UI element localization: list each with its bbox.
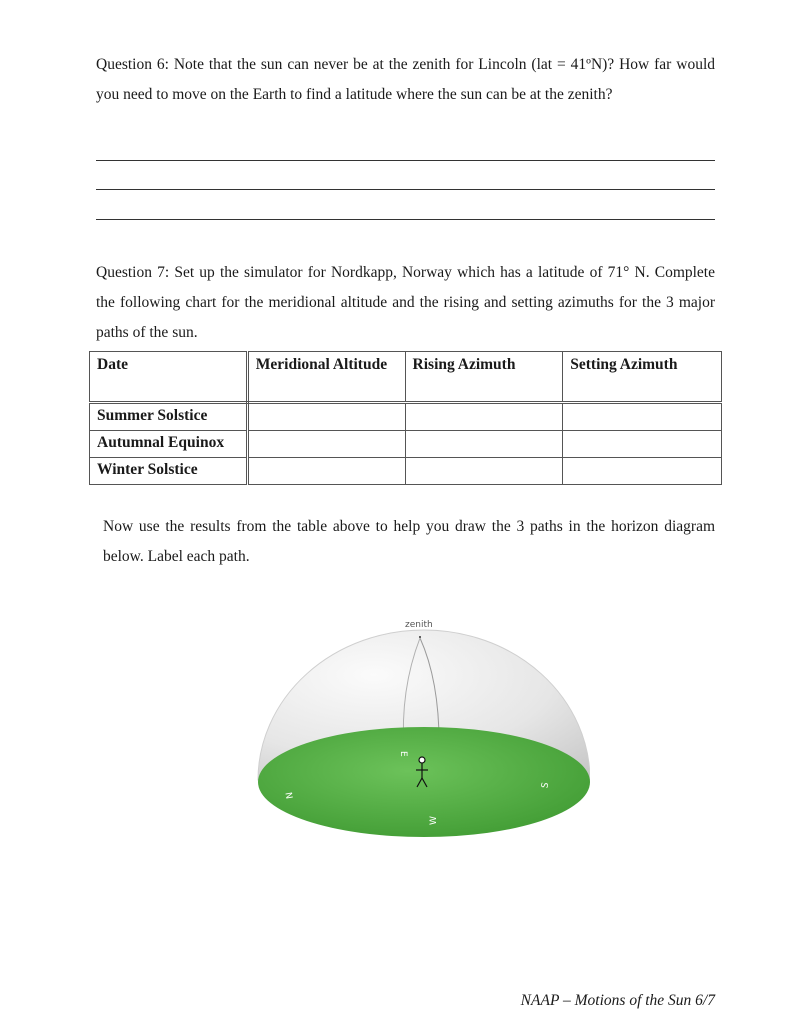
- answer-cell[interactable]: [405, 403, 563, 431]
- north-label: N: [282, 791, 294, 800]
- row-label: Summer Solstice: [90, 403, 248, 431]
- zenith-marker: [419, 636, 421, 638]
- row-label: Winter Solstice: [90, 458, 248, 485]
- header-setting-azimuth: Setting Azimuth: [563, 352, 722, 403]
- page-footer: NAAP – Motions of the Sun 6/7: [520, 992, 715, 1009]
- header-date: Date: [90, 352, 248, 403]
- answer-line: [96, 219, 715, 220]
- answer-cell[interactable]: [563, 403, 722, 431]
- answer-line: [96, 160, 715, 161]
- answer-cell[interactable]: [247, 403, 405, 431]
- table-row: [90, 403, 722, 431]
- header-rising-azimuth: Rising Azimuth: [405, 352, 563, 403]
- question-7-text: Question 7: Set up the simulator for Nordkapp, Norway which has a latitude of 71° N. Complete the following chart for the meridional altitude and the rising and setting azimuths for the 3 major paths of the sun.: [96, 264, 715, 341]
- header-meridional-altitude: Meridional Altitude: [247, 352, 405, 403]
- zenith-label: zenith: [405, 620, 433, 630]
- answer-cell[interactable]: [247, 431, 405, 458]
- question-6-text: Question 6: Note that the sun can never be at the zenith for Lincoln (lat = 41ºN)? How far would you need to move on the Earth to find a latitude where the sun can be at the zenith?: [96, 56, 715, 103]
- answer-cell[interactable]: [563, 458, 722, 485]
- east-label: E: [398, 751, 408, 757]
- answer-cell[interactable]: [405, 458, 563, 485]
- table-row: [90, 431, 722, 458]
- west-label: W: [429, 816, 439, 825]
- horizon-diagram: [250, 610, 590, 850]
- sun-paths-table: [89, 351, 722, 485]
- row-label: Autumnal Equinox: [90, 431, 248, 458]
- answer-line: [96, 189, 715, 190]
- south-label: S: [540, 781, 552, 790]
- table-row: [90, 458, 722, 485]
- instruction-text: Now use the results from the table above to help you draw the 3 paths in the horizon diagram below. Label each path.: [103, 518, 715, 565]
- answer-cell[interactable]: [563, 431, 722, 458]
- answer-cell[interactable]: [405, 431, 563, 458]
- answer-cell[interactable]: [247, 458, 405, 485]
